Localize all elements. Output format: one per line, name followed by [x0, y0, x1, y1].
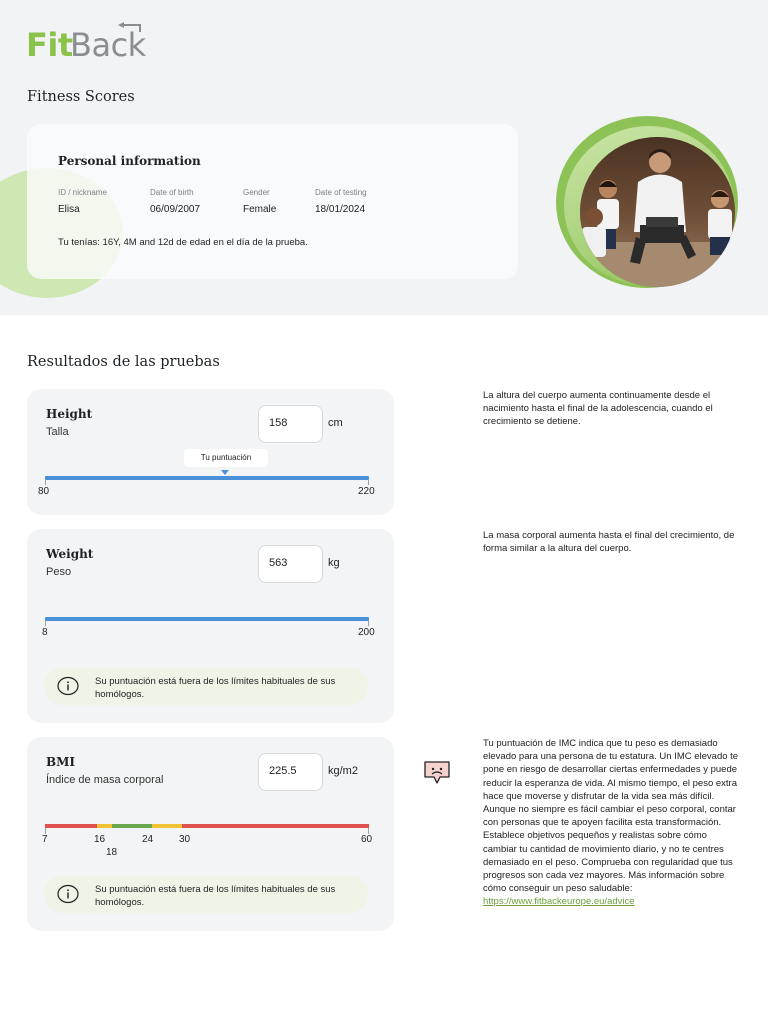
weight-warning — [44, 668, 368, 705]
bmi-unit: kg/m2 — [328, 765, 358, 777]
bmi-segment — [182, 824, 369, 828]
field-value: 06/09/2007 — [150, 204, 201, 215]
weight-description: La masa corporal aumenta hasta el final del crecimiento, de forma similar a la altura del cuerpo. — [483, 530, 735, 555]
bmi-segment — [152, 824, 182, 828]
field-label: ID / nickname — [58, 188, 107, 197]
tick-mark — [368, 620, 369, 626]
bmi-description: Tu puntuación de IMC indica que tu peso es demasiado elevado para una persona de tu estatura. Un IMC elevado te pone en riesgo de desarrollar ciertas enfermedades y puede reducir la esperanza de vida. Al mismo tiempo, el peso extra hace que moverse y disfrutar de la vida sea más difícil. Aunque no siempre es fácil cambiar el peso corporal, contar con personas que te apoyen facilita esta transformación. Establece objetivos pequeños y realistas sobre cómo cambiar tu cantidad de movimiento diario, y no te centres demasiado en el peso. Comprueba con regularidad que tus progresos son cada vez mayores. Más información sobre cómo conseguir un peso saludable: — [483, 738, 739, 895]
advice-link[interactable]: https://www.fitbackeurope.eu/advice — [483, 896, 635, 908]
field-value: Elisa — [58, 204, 80, 215]
weight-warning-text: Su puntuación está fuera de los límites habituales de sus homólogos. — [95, 676, 336, 700]
bmi-tick-60: 60 — [361, 834, 373, 845]
height-min-label: 80 — [38, 486, 50, 497]
weight-subtitle: Peso — [46, 566, 72, 578]
logo-back-text: Back — [70, 26, 146, 64]
weight-title: Weight — [46, 547, 94, 561]
bmi-subtitle: Índice de masa corporal — [46, 774, 164, 786]
bmi-segment — [45, 824, 97, 828]
info-icon — [57, 676, 79, 696]
info-icon — [57, 884, 79, 904]
return-arrow-icon — [114, 22, 150, 36]
bmi-segment — [97, 824, 112, 828]
bmi-title: BMI — [46, 755, 76, 769]
field-value: 18/01/2024 — [315, 204, 366, 215]
weight-range-bar — [45, 617, 369, 621]
field-gender — [243, 188, 276, 215]
field-nickname — [58, 188, 107, 215]
weight-min-label: 8 — [42, 627, 48, 638]
profile-photo-frame — [556, 116, 738, 288]
height-subtitle: Talla — [46, 426, 69, 438]
bmi-card — [27, 737, 394, 931]
header-band — [0, 0, 768, 315]
photo-illustration — [580, 137, 735, 287]
results-title: Resultados de las pruebas — [27, 354, 220, 370]
height-title: Height — [46, 407, 93, 421]
bmi-tick-18: 18 — [106, 847, 118, 858]
bmi-tick-16: 16 — [94, 834, 106, 845]
personal-info-card — [27, 124, 518, 279]
height-max-label: 220 — [358, 486, 375, 497]
field-value: Female — [243, 204, 277, 215]
weight-unit: kg — [328, 557, 340, 569]
bmi-warning-text: Su puntuación está fuera de los límites habituales de sus homólogos. — [95, 884, 336, 908]
tick-mark — [45, 620, 46, 626]
field-label: Date of testing — [315, 188, 367, 197]
height-range-bar — [45, 476, 369, 480]
bmi-warning — [44, 876, 368, 913]
age-note: Tu tenías: 16Y, 4M and 12d de edad en el día de la prueba. — [58, 237, 308, 248]
bmi-tick-7: 7 — [42, 834, 48, 845]
bmi-description-block — [483, 737, 739, 909]
field-date-of-birth — [150, 188, 200, 215]
page-title: Fitness Scores — [27, 89, 135, 105]
bmi-tick-24: 24 — [142, 834, 154, 845]
tick-mark — [368, 479, 369, 485]
height-description: La altura del cuerpo aumenta continuamente desde el nacimiento hasta el final de la adolescencia, cuando el crecimiento se detiene. — [483, 390, 713, 428]
coach-with-children-photo — [580, 137, 735, 287]
bmi-segment — [112, 824, 152, 828]
field-label: Gender — [243, 188, 270, 197]
weight-max-label: 200 — [358, 627, 375, 638]
field-date-of-testing — [315, 188, 367, 215]
weight-card — [27, 529, 394, 723]
score-marker-icon — [221, 470, 229, 475]
bmi-tick-30: 30 — [179, 834, 191, 845]
concerned-face-chat-icon — [423, 760, 451, 786]
field-label: Date of birth — [150, 188, 194, 197]
personal-info-title: Personal information — [58, 154, 201, 168]
weight-value-field[interactable]: 563 — [258, 545, 323, 583]
score-tooltip: Tu puntuación — [184, 449, 268, 467]
height-card — [27, 389, 394, 515]
tick-mark — [45, 479, 46, 485]
bmi-value-field[interactable]: 225.5 — [258, 753, 323, 791]
height-value-field[interactable]: 158 — [258, 405, 323, 443]
logo-fit-text: Fit — [26, 26, 73, 64]
height-unit: cm — [328, 417, 343, 429]
